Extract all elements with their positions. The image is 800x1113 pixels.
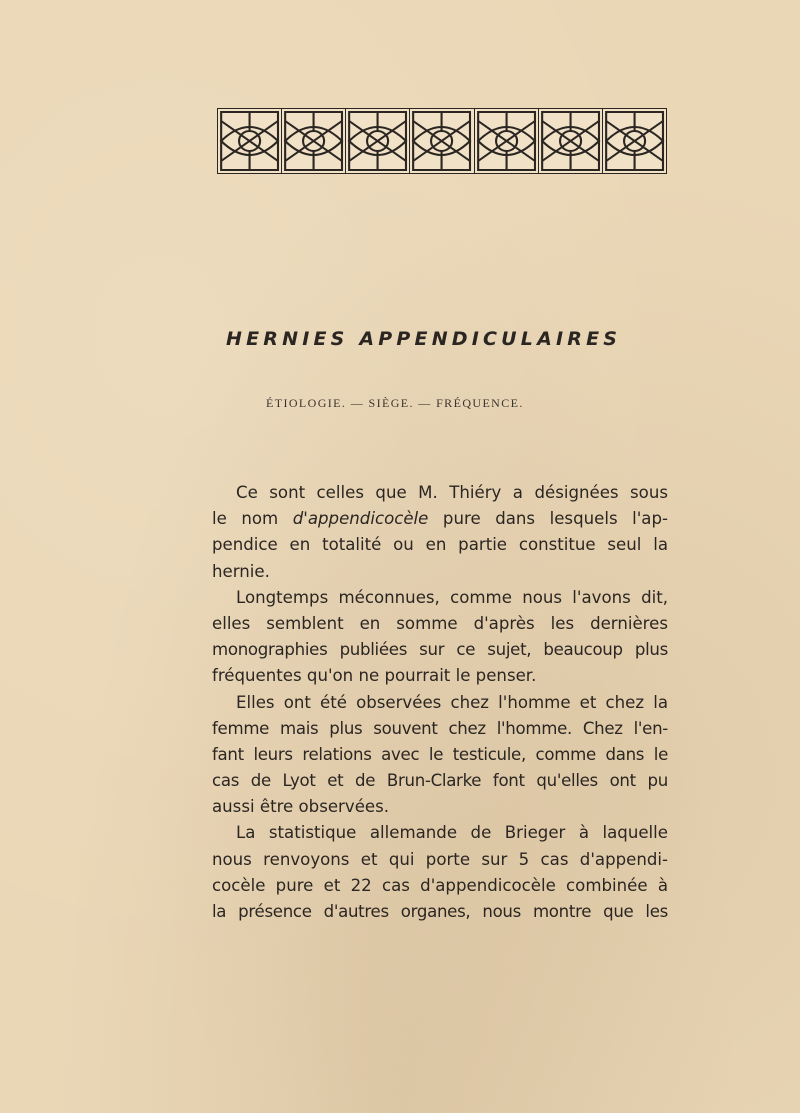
interlace-ornament-icon [217, 108, 667, 174]
section-subtitle: ÉTIOLOGIE. — SIÈGE. — FRÉQUENCE. [266, 396, 524, 410]
italic-span: d'appendicocèle [292, 509, 429, 529]
text-span: hernie. [212, 561, 270, 581]
text-line [212, 532, 668, 558]
text-span: monographies publiées sur ce sujet, beaucoup plus [212, 640, 668, 660]
text-span: le nom [212, 509, 293, 529]
text-span: Ce sont celles que M. Thiéry a désignées sous [236, 483, 668, 502]
text-line [212, 873, 668, 899]
text-span: fréquentes qu'on ne pourrait le penser. [212, 666, 537, 686]
text-span: cas de Lyot et de Brun-Clarke font qu'elles ont pu [212, 771, 668, 791]
text-line [212, 585, 668, 611]
ornament-tile [282, 109, 346, 173]
text-line [212, 820, 668, 846]
ornament-tile [603, 109, 666, 173]
ornament-tile [475, 109, 539, 173]
text-line [212, 559, 668, 585]
text-line [212, 716, 668, 742]
text-line [212, 742, 668, 768]
text-line [212, 768, 668, 794]
text-span: La statistique allemande de Brieger à laquelle [236, 823, 668, 843]
ornament-tile [346, 109, 410, 173]
ornament-tile [410, 109, 474, 173]
text-line [212, 899, 668, 925]
text-line [212, 663, 668, 689]
text-line [212, 637, 668, 663]
text-line [212, 794, 668, 820]
text-span: Longtemps méconnues, comme nous l'avons dit, [236, 587, 668, 607]
ornament-tile [539, 109, 603, 173]
text-span: femme mais plus souvent chez l'homme. Chez l'en- [212, 718, 668, 738]
text-span: nous renvoyons et qui porte sur 5 cas d'appendi- [212, 849, 668, 869]
text-span: aussi être observées. [212, 797, 390, 817]
text-line [212, 611, 668, 637]
text-span: la présence d'autres organes, nous montre que les [212, 902, 668, 921]
text-span: Elles ont été observées chez l'homme et chez la [236, 692, 668, 712]
text-span: cocèle pure et 22 cas d'appendicocèle combinée à [212, 875, 668, 895]
text-span: fant leurs relations avec le testicule, comme dans le [212, 744, 668, 764]
text-line [212, 480, 668, 506]
body-text [212, 480, 668, 925]
ornament-tile [218, 109, 282, 173]
text-line [212, 690, 668, 716]
page-title: HERNIES APPENDICULAIRES [226, 328, 622, 350]
text-span: elles semblent en somme d'après les dernières [212, 613, 668, 633]
text-span: pure dans lesquels l'ap- [428, 509, 668, 529]
text-span: pendice en totalité ou en partie constitue seul la [212, 535, 668, 555]
text-line [212, 847, 668, 873]
text-line [212, 506, 668, 532]
